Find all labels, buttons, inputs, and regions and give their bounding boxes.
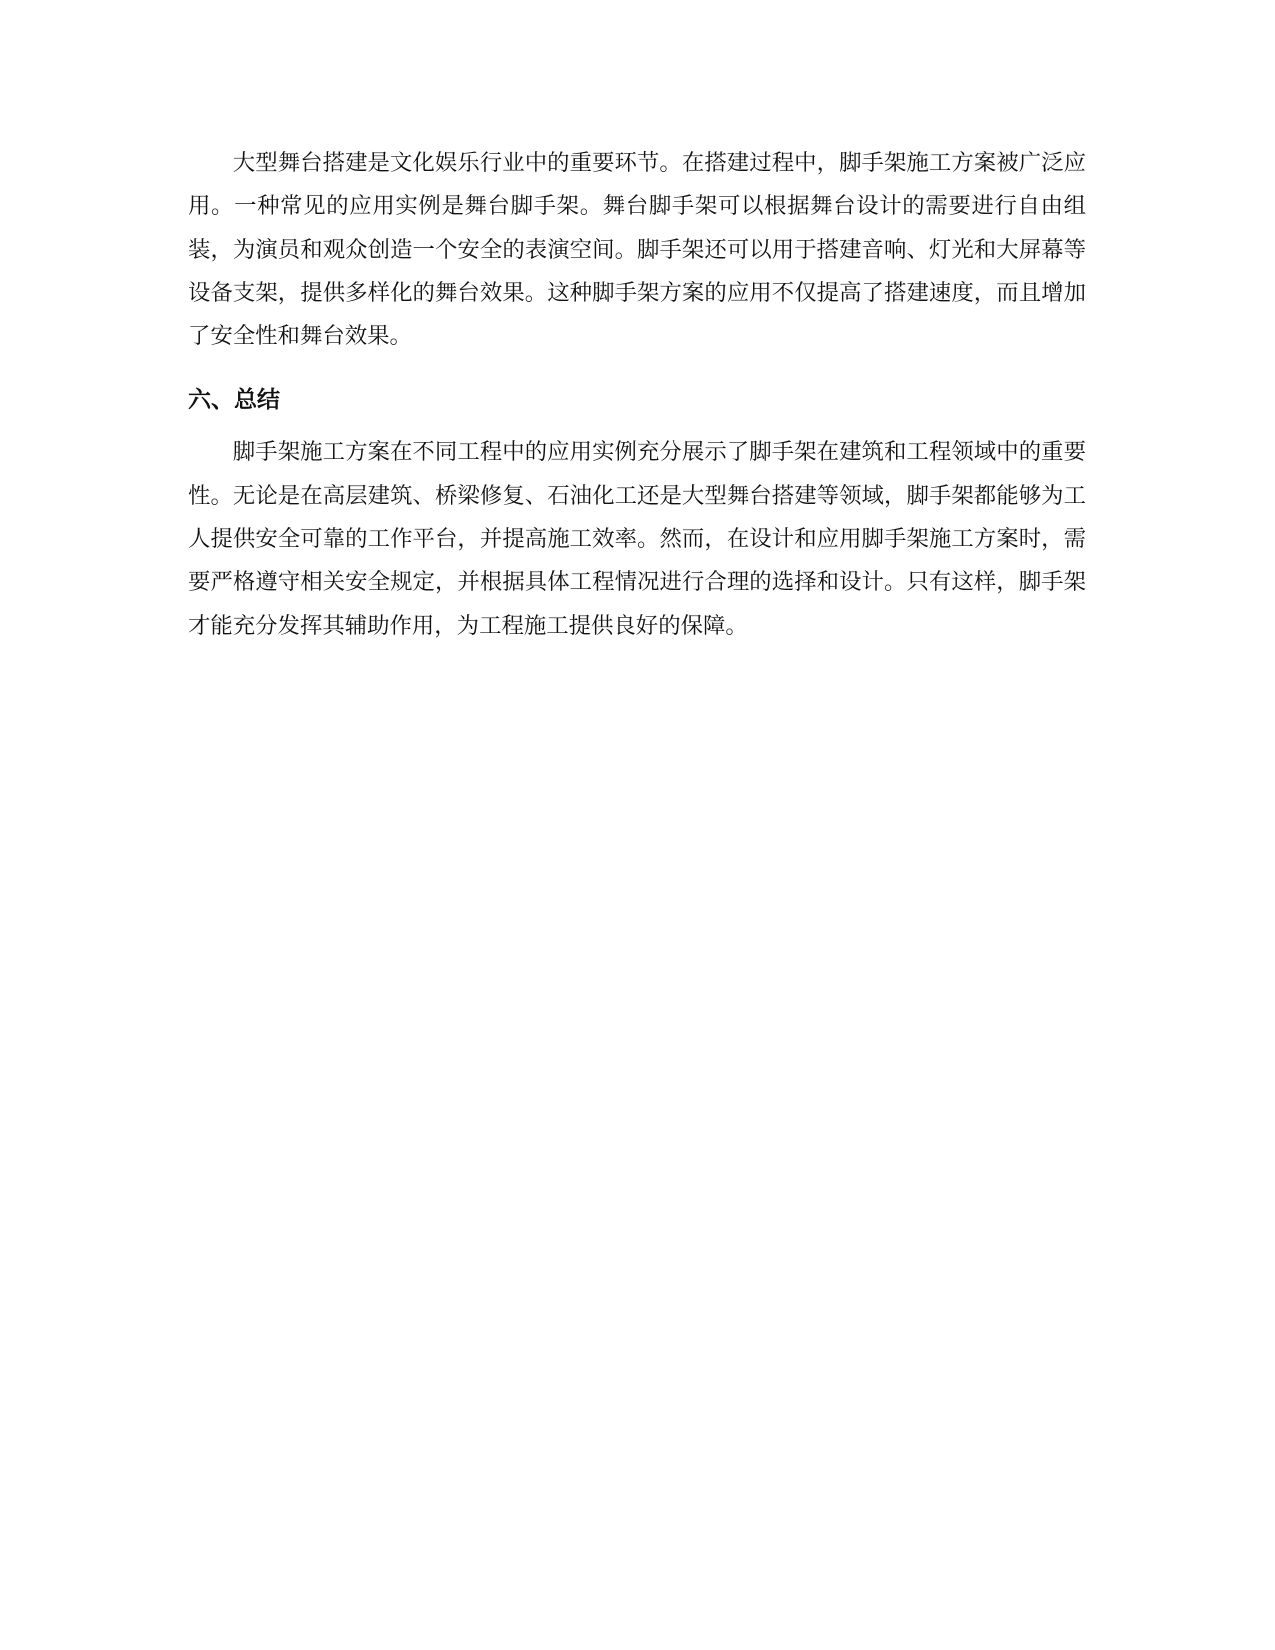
paragraph-summary: 脚手架施工方案在不同工程中的应用实例充分展示了脚手架在建筑和工程领域中的重要性。无论是在高层建筑、桥梁修复、石油化工还是大型舞台搭建等领域，脚手架都能够为工人提供安全可靠的工作平台，并提高施工效率。然而，在设计和应用脚手架施工方案时，需要严格遵守相关安全规定，并根据具体工程情况进行合理的选择和设计。只有这样，脚手架才能充分发挥其辅助作用，为工程施工提供良好的保障。 bbox=[188, 439, 1086, 639]
paragraph-stage-scaffolding: 大型舞台搭建是文化娱乐行业中的重要环节。在搭建过程中，脚手架施工方案被广泛应用。一种常见的应用实例是舞台脚手架。舞台脚手架可以根据舞台设计的需要进行自由组装，为演员和观众创造一个安全的表演空间。脚手架还可以用于搭建音响、灯光和大屏幕等设备支架，提供多样化的舞台效果。这种脚手架方案的应用不仅提高了搭建速度，而且增加了安全性和舞台效果。 bbox=[188, 150, 1086, 350]
section-heading-summary: 六、总结 bbox=[188, 387, 280, 414]
document-body bbox=[188, 142, 1086, 648]
